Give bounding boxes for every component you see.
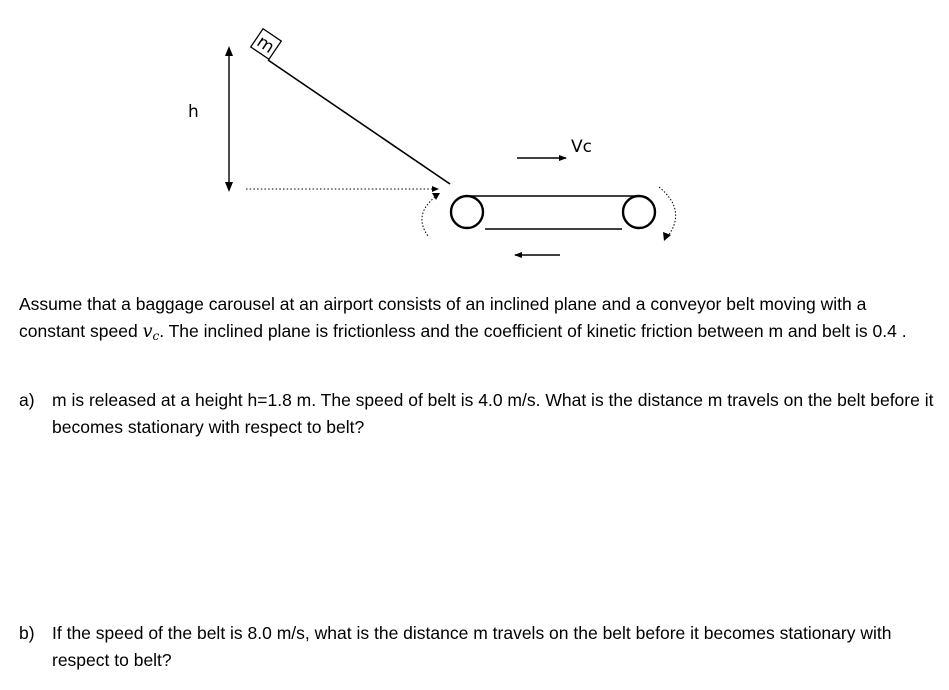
inclined-plane <box>268 60 450 184</box>
question-b-text: If the speed of the belt is 8.0 m/s, what is the distance m travels on the belt before it becomes stationary with respect to belt? <box>52 623 892 670</box>
question-a <box>19 387 934 441</box>
mass-block <box>251 29 282 60</box>
belt-speed-symbol: v <box>142 322 153 342</box>
problem-statement <box>19 291 934 350</box>
belt-speed-label: Vc <box>571 137 592 157</box>
conveyor-belt <box>451 196 655 229</box>
mass-label: m <box>252 31 278 58</box>
left-pulley <box>451 196 483 228</box>
question-a-text: m is released at a height h=1.8 m. The speed of belt is 4.0 m/s. What is the distance m travels on the belt before it becomes stationary with respect to belt? <box>52 390 934 437</box>
question-b <box>19 620 934 674</box>
question-a-label: a) <box>19 390 35 410</box>
height-label: h <box>188 102 199 122</box>
height-arrow <box>225 46 233 192</box>
question-b-label: b) <box>19 623 35 643</box>
right-rotation-arrow <box>659 187 676 236</box>
left-rotation-arrow <box>422 197 435 236</box>
baggage-carousel-diagram <box>0 0 949 290</box>
right-pulley <box>623 196 655 228</box>
belt-speed-subscript: c <box>152 329 160 343</box>
left-rotation-arrowhead <box>432 193 440 200</box>
intro-text-before: Assume that a baggage carousel at an airport consists of an inclined plane and a conveyor belt moving with a constant speed <box>19 294 867 341</box>
intro-text-after: . The inclined plane is frictionless and the coefficient of kinetic friction between m and belt is 0.4 . <box>159 321 907 341</box>
